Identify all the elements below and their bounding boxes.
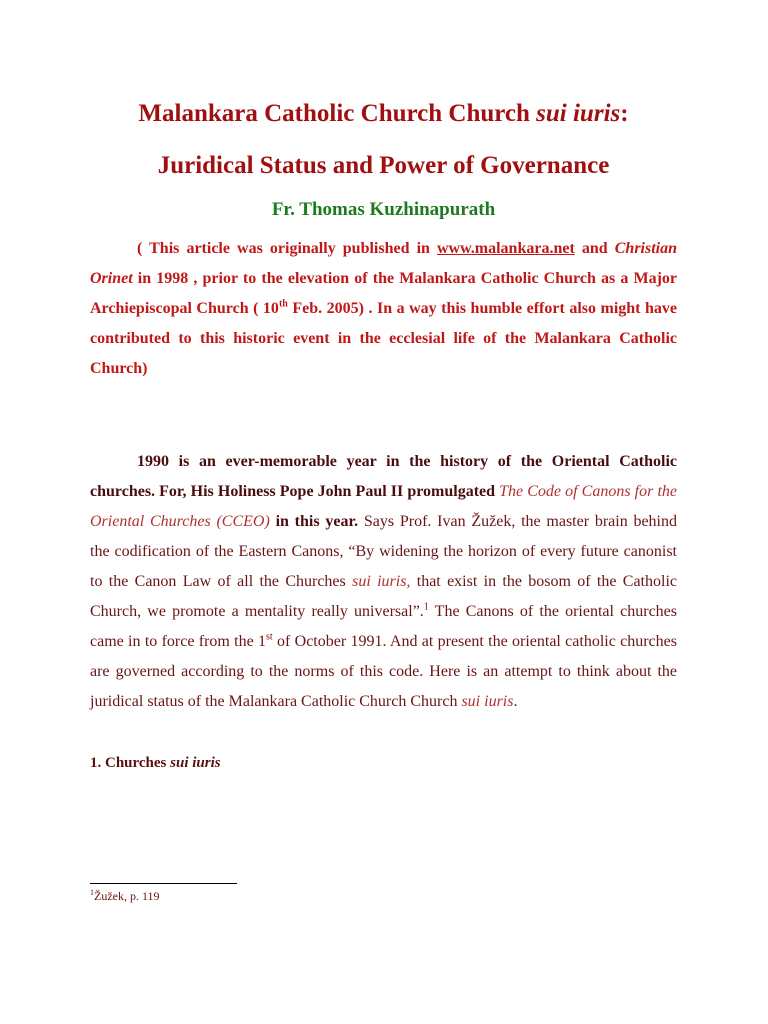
document-title — [90, 88, 677, 192]
body-paragraph — [90, 447, 677, 717]
footnote — [90, 889, 160, 904]
note-sup: th — [278, 298, 288, 310]
para-s5-sup: st — [266, 631, 273, 643]
title-line2: Juridical Status and Power of Governance — [157, 152, 610, 179]
footnote-text: Žužek, p. 119 — [94, 889, 160, 903]
publication-note — [90, 234, 677, 384]
para-s7: . — [513, 693, 518, 710]
para-s3: Says Prof. Ivan Žužek, the master brain behind the codification of the Eastern Canons, “By widening the horizon of every future canonist to the Canon Law of all the Churches — [90, 513, 678, 590]
section-italic: sui iuris — [170, 755, 221, 771]
title-line1-colon: : — [620, 100, 629, 127]
document-page — [90, 88, 677, 772]
para-s3-italic: sui iuris, — [352, 573, 411, 590]
section-number: 1. Churches — [90, 755, 171, 771]
author-name: Fr. Thomas Kuzhinapurath — [271, 199, 496, 220]
note-part4: Feb. 2005) . In a way this humble effort also might have contributed to this historic event in the ecclesial life of the Malankara Catholic Church) — [90, 300, 678, 377]
para-s1: 1990 is an ever-memorable year in the history of the Oriental Catholic churches. For, His Holiness Pope John Paul II promulgated — [90, 453, 677, 500]
note-part3: in 1998 , prior to the elevation of the Malankara Catholic Church as a Major Archiepiscopal Church ( 10 — [90, 270, 677, 317]
title-line1-italic: sui iuris — [536, 100, 621, 127]
para-s4: that exist in the bosom of the Catholic Church, we promote a mentality really universal”. — [90, 573, 677, 620]
footnote-ref[interactable]: 1 — [423, 601, 429, 613]
para-s6-italic: sui iuris — [461, 693, 514, 710]
footnote-marker: 1 — [90, 888, 94, 897]
note-italic: Christian Orinet — [90, 240, 678, 287]
title-line1: Malankara Catholic Church Church — [138, 100, 530, 127]
para-s5: The Canons of the oriental churches came in to force from the 1 — [90, 603, 678, 650]
footnote-divider — [90, 883, 237, 884]
para-s2: in this year. — [269, 513, 359, 530]
section-heading — [90, 755, 677, 772]
malankara-link[interactable]: www.malankara.net — [437, 240, 575, 257]
note-part2: and — [574, 240, 615, 257]
note-part1: ( This article was originally published in — [137, 240, 437, 257]
para-s6: of October 1991. And at present the oriental catholic churches are governed according to the norms of this code. Here is an attempt to think about the juridical status of the Malankara Catholic Church Church — [90, 633, 677, 710]
para-s1-italic: The Code of Canons for the Oriental Churches (CCEO) — [90, 483, 677, 530]
